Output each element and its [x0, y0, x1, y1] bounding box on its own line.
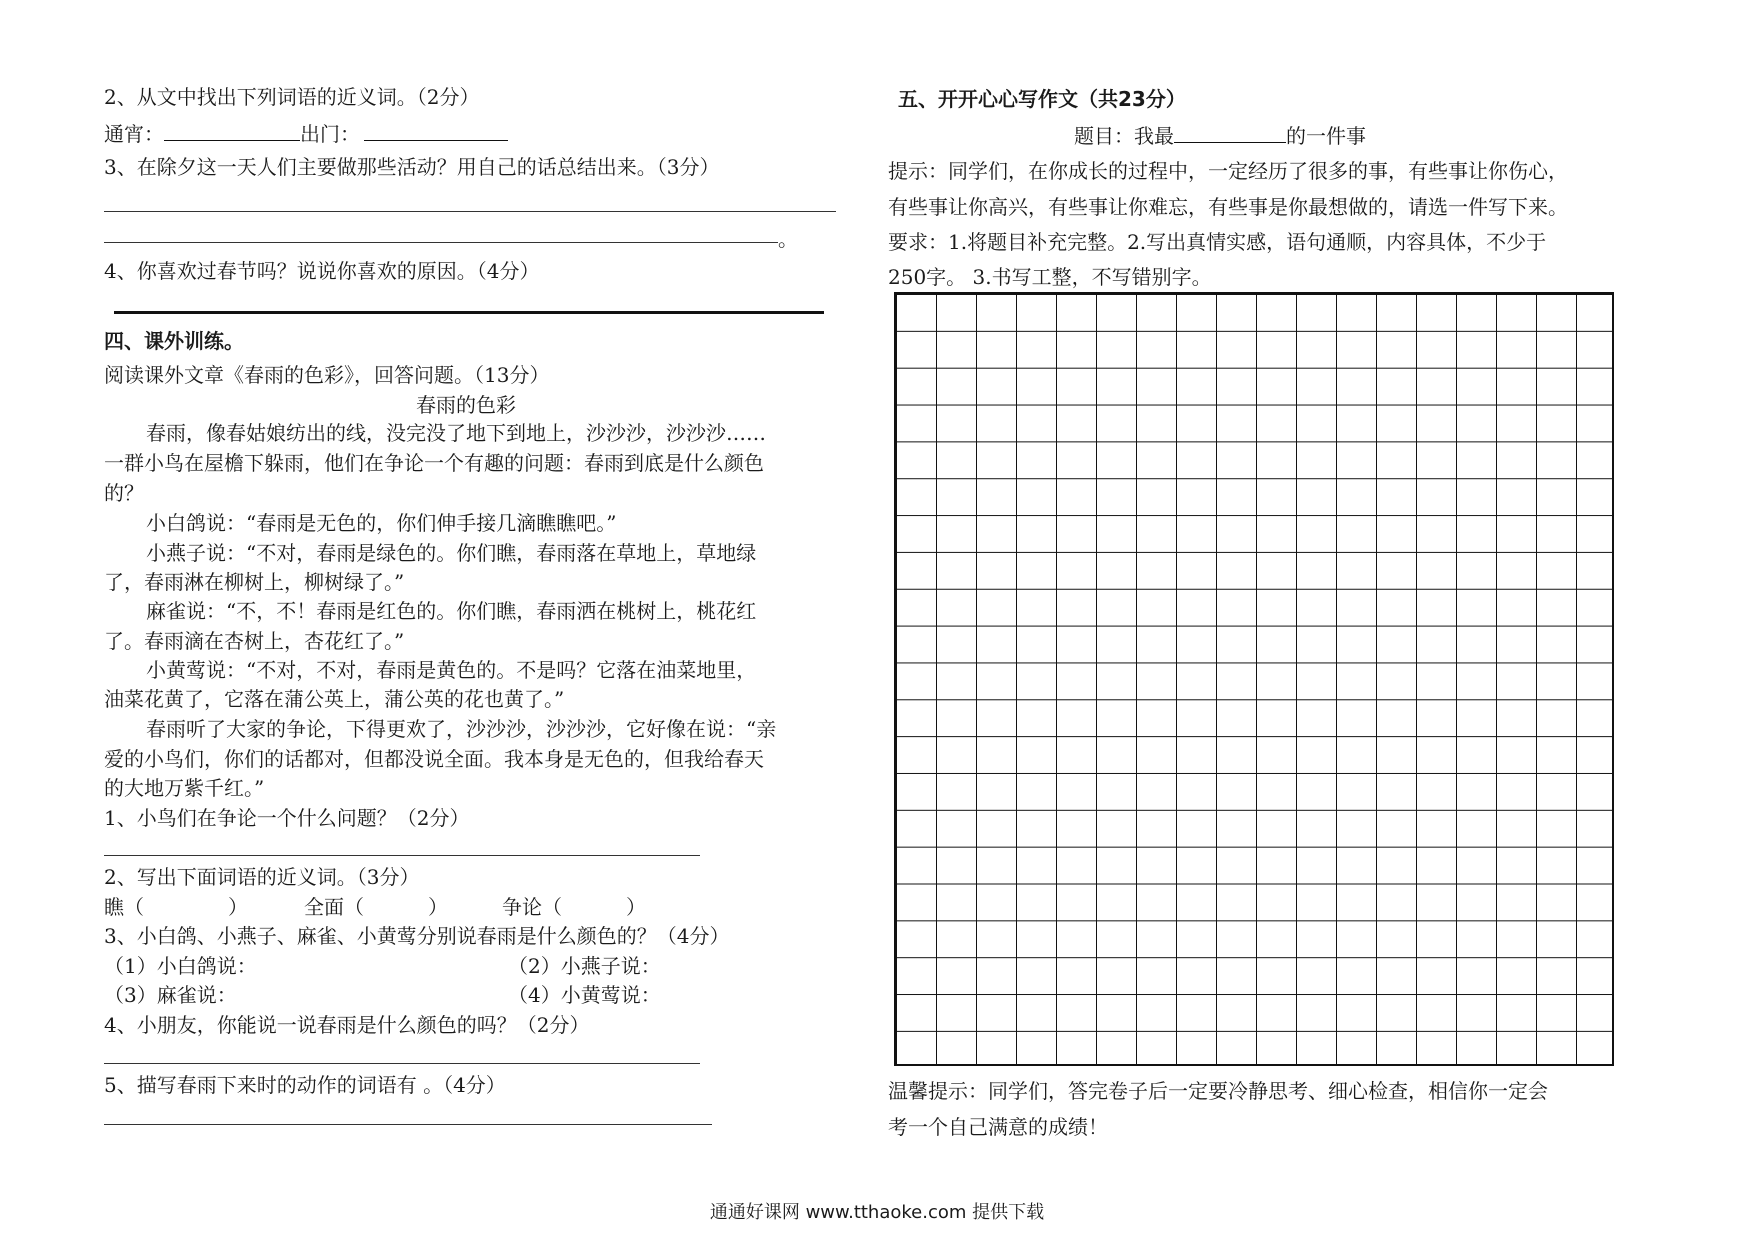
q2-word2-label: 出门：: [300, 122, 360, 146]
essay-topic: [1074, 122, 1366, 149]
essay-topic-suffix: 的一件事: [1286, 124, 1366, 148]
reading-q2-word1-close[interactable]: ）: [228, 895, 248, 919]
article-line: 小白鸽说：“春雨是无色的，你们伸手接几滴瞧瞧吧。”: [146, 511, 617, 535]
q4-title: 4、你喜欢过春节吗？说说你喜欢的原因。（4分）: [104, 259, 540, 283]
article-line: 的大地万紫千红。”: [104, 776, 265, 800]
essay-topic-blank[interactable]: [1174, 122, 1286, 143]
article-line: 一群小鸟在屋檐下躲雨，他们在争论一个有趣的问题：春雨到底是什么颜色: [104, 451, 764, 475]
q2-word1-label: 通宵：: [104, 122, 164, 146]
article-line: 的？: [104, 481, 144, 505]
reading-q3-item: （1）小白鸽说：: [104, 954, 257, 978]
reading-q5-answer-line[interactable]: [104, 1124, 712, 1125]
article-line: 了。春雨滴在杏树上，杏花红了。”: [104, 629, 405, 653]
article-line: 小燕子说：“不对，春雨是绿色的。你们瞧，春雨落在草地上，草地绿: [146, 541, 757, 565]
q3-answer-line-1[interactable]: [104, 211, 836, 212]
reading-intro: 阅读课外文章《春雨的色彩》，回答问题。（13分）: [104, 363, 550, 387]
reading-q2-word3: 争论（: [502, 895, 562, 919]
section-divider: [114, 311, 824, 314]
article-title: 春雨的色彩: [416, 393, 516, 417]
reading-q3-item: （4）小黄莺说：: [508, 983, 661, 1007]
reading-q1: 1、小鸟们在争论一个什么问题？（2分）: [104, 806, 470, 830]
essay-hint-line: 提示：同学们，在你成长的过程中，一定经历了很多的事，有些事让你伤心，: [888, 159, 1568, 183]
q3-end-mark: 。: [778, 227, 798, 251]
q3-title: 3、在除夕这一天人们主要做那些活动？用自己的话总结出来。（3分）: [104, 155, 720, 179]
reading-q2: 2、写出下面词语的近义词。（3分）: [104, 865, 420, 889]
essay-hint-line: 要求：1.将题目补充完整。2.写出真情实感，语句通顺，内容具体，不少于: [888, 230, 1547, 254]
article-line: 了，春雨淋在柳树上，柳树绿了。”: [104, 570, 405, 594]
reading-q1-answer-line[interactable]: [104, 855, 700, 856]
q2-word2-blank[interactable]: [364, 120, 508, 141]
reading-q4-answer-line[interactable]: [104, 1063, 700, 1064]
reading-q3: 3、小白鸽、小燕子、麻雀、小黄莺分别说春雨是什么颜色的？（4分）: [104, 924, 730, 948]
warm-tip-line: 温馨提示：同学们，答完卷子后一定要冷静思考、细心检查，相信你一定会: [888, 1079, 1548, 1103]
reading-q3-item: （3）麻雀说：: [104, 983, 237, 1007]
article-line: 春雨，像春姑娘纺出的线，没完没了地下到地上，沙沙沙，沙沙沙……: [146, 421, 766, 445]
article-line: 小黄莺说：“不对，不对，春雨是黄色的。不是吗？它落在油菜地里，: [146, 658, 757, 682]
reading-q2-word3-close[interactable]: ）: [626, 895, 646, 919]
essay-topic-prefix: 题目：我最: [1074, 124, 1174, 148]
footer-source: 通通好课网 www.tthaoke.com 提供下载: [709, 1202, 1045, 1223]
warm-tip-line: 考一个自己满意的成绩！: [888, 1115, 1108, 1139]
article-line: 油菜花黄了，它落在蒲公英上，蒲公英的花也黄了。”: [104, 687, 565, 711]
reading-q3-item: （2）小燕子说：: [508, 954, 661, 978]
reading-q4: 4、小朋友，你能说一说春雨是什么颜色的吗？（2分）: [104, 1013, 590, 1037]
reading-q2-word1: 瞧（: [104, 895, 144, 919]
q3-answer-line-2[interactable]: [104, 242, 778, 243]
writing-grid[interactable]: [894, 292, 1614, 1066]
reading-q2-word2: 全面（: [304, 895, 364, 919]
q2-words-row: [104, 120, 508, 147]
article-line: 麻雀说：“不，不！春雨是红色的。你们瞧，春雨洒在桃树上，桃花红: [146, 599, 757, 623]
q2-title: 2、从文中找出下列词语的近义词。（2分）: [104, 85, 480, 109]
essay-hint-line: 250字。 3.书写工整，不写错别字。: [888, 265, 1212, 289]
reading-q5: 5、描写春雨下来时的动作的词语有 。（4分）: [104, 1073, 506, 1097]
reading-q2-word2-close[interactable]: ）: [428, 895, 448, 919]
q2-word1-blank[interactable]: [164, 120, 300, 141]
essay-hint-line: 有些事让你高兴，有些事让你难忘，有些事是你最想做的，请选一件写下来。: [888, 195, 1568, 219]
section4-title: 四、课外训练。: [104, 329, 244, 353]
article-line: 春雨听了大家的争论，下得更欢了，沙沙沙，沙沙沙，它好像在说：“亲: [146, 717, 777, 741]
section5-title: 五、开开心心写作文（共23分）: [898, 87, 1186, 111]
article-line: 爱的小鸟们，你们的话都对，但都没说全面。我本身是无色的，但我给春天: [104, 747, 764, 771]
